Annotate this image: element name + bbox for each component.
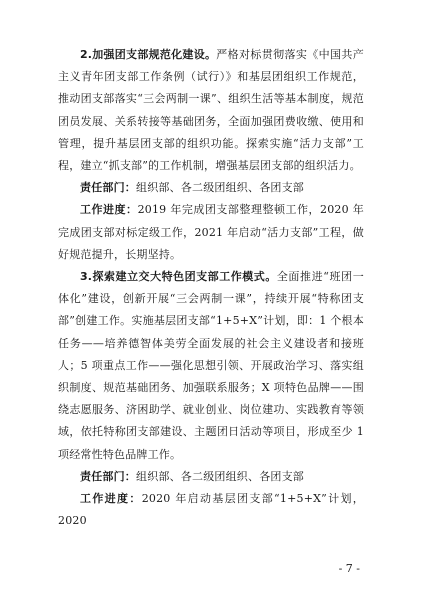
progress-value: 2019 年完成团支部整理整顿工作，2020 年完成团支部对标定级工作，2021 年启动“活力支部”工程，做好规范提升，长期坚持。 (58, 203, 365, 261)
section-3-heading: 3.探索建立交大特色团支部工作模式。 (80, 270, 277, 284)
section-2-paragraph (58, 44, 364, 177)
section-3-progress (58, 488, 364, 532)
responsible-label: 责任部门： (80, 181, 136, 195)
section-2-progress (58, 199, 364, 266)
document-body (58, 44, 364, 532)
progress-value: 2020 年启动基层团支部“1+5+X”计划，2020 (58, 492, 364, 528)
progress-label: 工作进度： (80, 203, 138, 217)
section-3-paragraph (58, 266, 364, 466)
page-number: - 7 - (338, 562, 360, 575)
progress-label: 工作进度： (80, 492, 142, 506)
responsible-value: 组织部、各二级团组织、各团支部 (136, 469, 304, 483)
responsible-label: 责任部门： (80, 469, 136, 483)
section-2-body: 严格对标贯彻落实《中国共产主义青年团支部工作条例（试行）》和基层团组织工作规范，推动团支部落实“三会两制一课”、组织生活等基本制度，规范团员发展、关系转接等基础团务，全面加强团费收缴、使用和管理，提升基层团支部的组织功能。探索实施“活力支部”工程，建立“抓支部”的工作机制，增强基层团支部的组织活力。 (58, 48, 364, 173)
section-3-body: 全面推进“班团一体化”建设，创新开展“三会两制一课”，持续开展“特称团支部”创建工作。实施基层团支部“1+5+X”计划，即：1 个根本任务——培养德智体美劳全面发展的社会主义建设者和接班人；5 项重点工作——强化思想引领、开展政治学习、落实组织制度、规范基础团务、加强联系服务；X 项特色品牌——围绕志愿服务、济困助学、就业创业、岗位建功、实践教育等领域，依托特称团支部建设、主题团日活动等项目，形成至少 1 项经常性特色品牌工作。 (58, 270, 364, 461)
section-3-responsible (58, 466, 364, 488)
responsible-value: 组织部、各二级团组织、各团支部 (136, 181, 304, 195)
section-2-responsible (58, 177, 364, 199)
section-2-heading: 2.加强团支部规范化建设。 (80, 48, 217, 61)
